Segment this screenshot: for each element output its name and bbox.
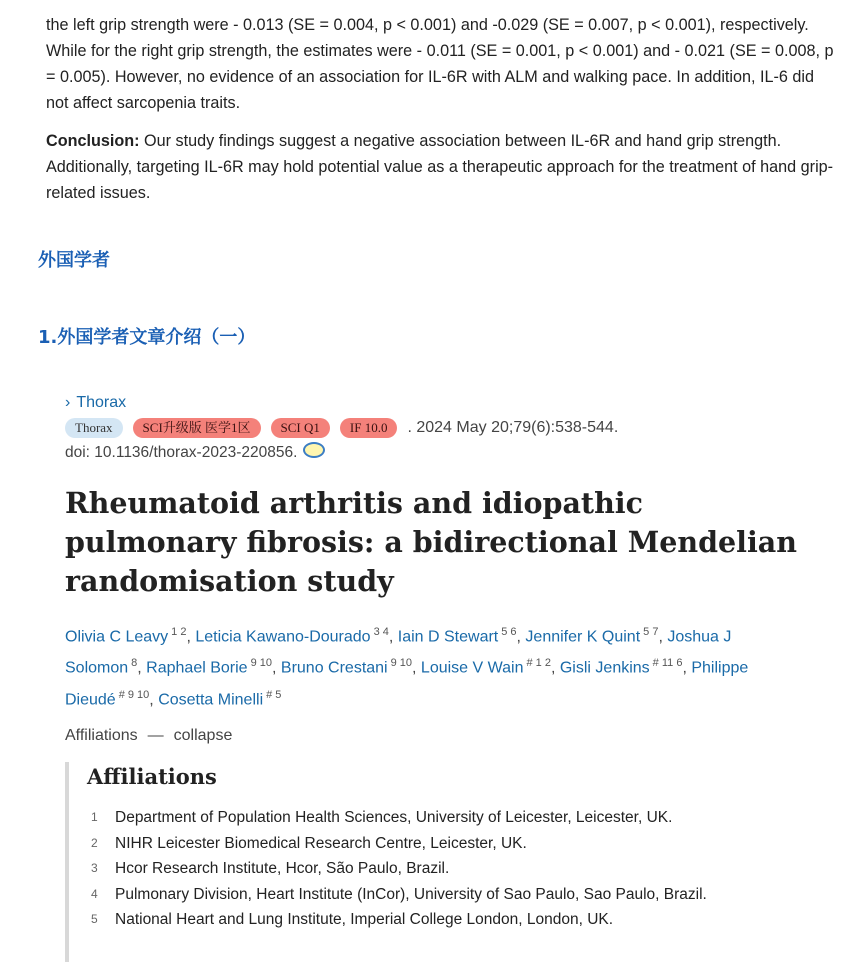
author-link[interactable]: Iain D Stewart — [397, 628, 499, 646]
affiliation-number: 3 — [91, 861, 98, 875]
author-link[interactable]: Gisli Jenkins — [559, 659, 650, 677]
author-separator: , — [137, 659, 147, 677]
author-affiliation-refs[interactable]: 5 7 — [643, 626, 659, 638]
affiliations-panel — [65, 762, 847, 962]
journal-link[interactable] — [65, 394, 825, 412]
author-affiliation-refs[interactable]: 1 2 — [171, 626, 187, 638]
author-affiliation-refs[interactable]: # 1 2 — [526, 657, 551, 670]
affiliation-item — [87, 907, 847, 933]
affiliation-item — [87, 805, 847, 831]
author-link[interactable]: Raphael Borie — [146, 659, 248, 677]
author-link[interactable]: Joshua J Solomon — [65, 628, 732, 677]
author-affiliation-refs[interactable]: 8 — [131, 657, 138, 670]
foreign-scholars-heading: 外国学者 — [38, 250, 110, 271]
abstract-results: the left grip strength were - 0.013 (SE = 0.004, p < 0.001) and -0.029 (SE = 0.007, p < 0.001), respectively. While for the right grip strength, the estimates were - 0.011 (SE = 0.001, p < 0.001) and - 0.021 (SE = 0.008, p = 0.005). However, no evidence of an association for IL-6R with ALM and walking pace. In addition, IL-6 did not affect sarcopenia traits. — [46, 16, 834, 112]
affiliations-label: Affiliations — [65, 726, 138, 744]
article-intro-heading: 1.外国学者文章介绍（一） — [38, 327, 256, 348]
collapse-link[interactable]: collapse — [173, 726, 233, 744]
affiliations-title: Affiliations — [87, 764, 217, 789]
affiliations-list — [87, 805, 847, 933]
citation: . 2024 May 20;79(6):538-544. — [407, 419, 619, 436]
author-separator: , — [658, 628, 668, 646]
author-link[interactable]: Bruno Crestani — [280, 659, 388, 677]
author-separator: , — [550, 659, 560, 677]
affiliation-item — [87, 856, 847, 882]
affiliation-number: 4 — [91, 886, 98, 901]
sci-level-badge: SCI升级版 医学1区 — [133, 418, 261, 438]
journal-link-label: Thorax — [76, 394, 127, 411]
affiliation-number: 1 — [91, 810, 98, 824]
author-link[interactable]: Olivia C Leavy — [65, 628, 169, 646]
affiliation-item — [87, 831, 847, 857]
author-affiliation-refs[interactable]: 5 6 — [501, 626, 517, 638]
journal-badges — [65, 418, 825, 438]
affiliation-text: Department of Population Health Sciences, University of Leicester, Leicester, UK. — [115, 809, 673, 826]
article-title: Rheumatoid arthritis and idiopathic pulmonary fibrosis: a bidirectional Mendelian randomisation study — [65, 486, 797, 598]
author-separator: , — [516, 628, 526, 646]
author-link[interactable]: Leticia Kawano-Dourado — [195, 628, 371, 646]
author-affiliation-refs[interactable]: 9 10 — [250, 657, 272, 670]
affiliation-item — [87, 882, 847, 908]
author-separator: , — [682, 659, 692, 677]
author-link[interactable]: Jennifer K Quint — [525, 628, 641, 646]
affiliation-text: NIHR Leicester Biomedical Research Centre, Leicester, UK. — [115, 834, 527, 852]
doi-link-icon[interactable] — [303, 442, 325, 458]
chevron-right-icon: › — [65, 394, 71, 411]
author-list — [65, 619, 765, 713]
author-affiliation-refs[interactable]: 9 10 — [390, 657, 413, 670]
impact-factor-badge: IF 10.0 — [340, 418, 398, 438]
dash-icon: — — [147, 726, 164, 744]
conclusion-text: Our study findings suggest a negative association between IL-6R and hand grip strength. Additionally, targeting IL-6R may hold potential value as a therapeutic approach for the treatment of hand grip-related issues. — [46, 132, 834, 202]
author-link[interactable]: Cosetta Minelli — [158, 690, 264, 708]
author-affiliation-refs[interactable]: # 9 10 — [118, 688, 150, 701]
affiliation-number: 2 — [91, 835, 98, 850]
sci-quartile-badge: SCI Q1 — [271, 418, 330, 438]
author-separator: , — [272, 659, 281, 677]
author-separator: , — [388, 628, 398, 646]
doi: doi: 10.1136/thorax-2023-220856. — [65, 444, 298, 461]
affiliation-text: Hcor Research Institute, Hcor, São Paulo, Brazil. — [115, 860, 450, 877]
author-link[interactable]: Louise V Wain — [420, 659, 524, 677]
abstract-conclusion — [46, 128, 836, 206]
abstract — [46, 12, 836, 218]
affiliation-text: National Heart and Lung Institute, Imperial College London, London, UK. — [115, 911, 614, 928]
conclusion-label: Conclusion: — [46, 132, 140, 150]
affiliations-toggle[interactable] — [65, 727, 825, 745]
author-separator: , — [412, 659, 421, 677]
author-affiliation-refs[interactable]: # 5 — [266, 688, 282, 701]
journal-badge: Thorax — [65, 418, 123, 438]
author-affiliation-refs[interactable]: 3 4 — [373, 626, 389, 638]
author-separator: , — [186, 628, 196, 646]
doi-line — [65, 444, 825, 462]
author-link[interactable]: Philippe Dieudé — [65, 659, 749, 708]
author-separator: , — [149, 690, 159, 708]
affiliation-number: 5 — [91, 912, 98, 926]
author-affiliation-refs[interactable]: # 11 6 — [652, 657, 683, 670]
article-summary — [65, 394, 825, 745]
affiliation-text: Pulmonary Division, Heart Institute (InCor), University of Sao Paulo, Sao Paulo, Brazil. — [115, 885, 707, 903]
